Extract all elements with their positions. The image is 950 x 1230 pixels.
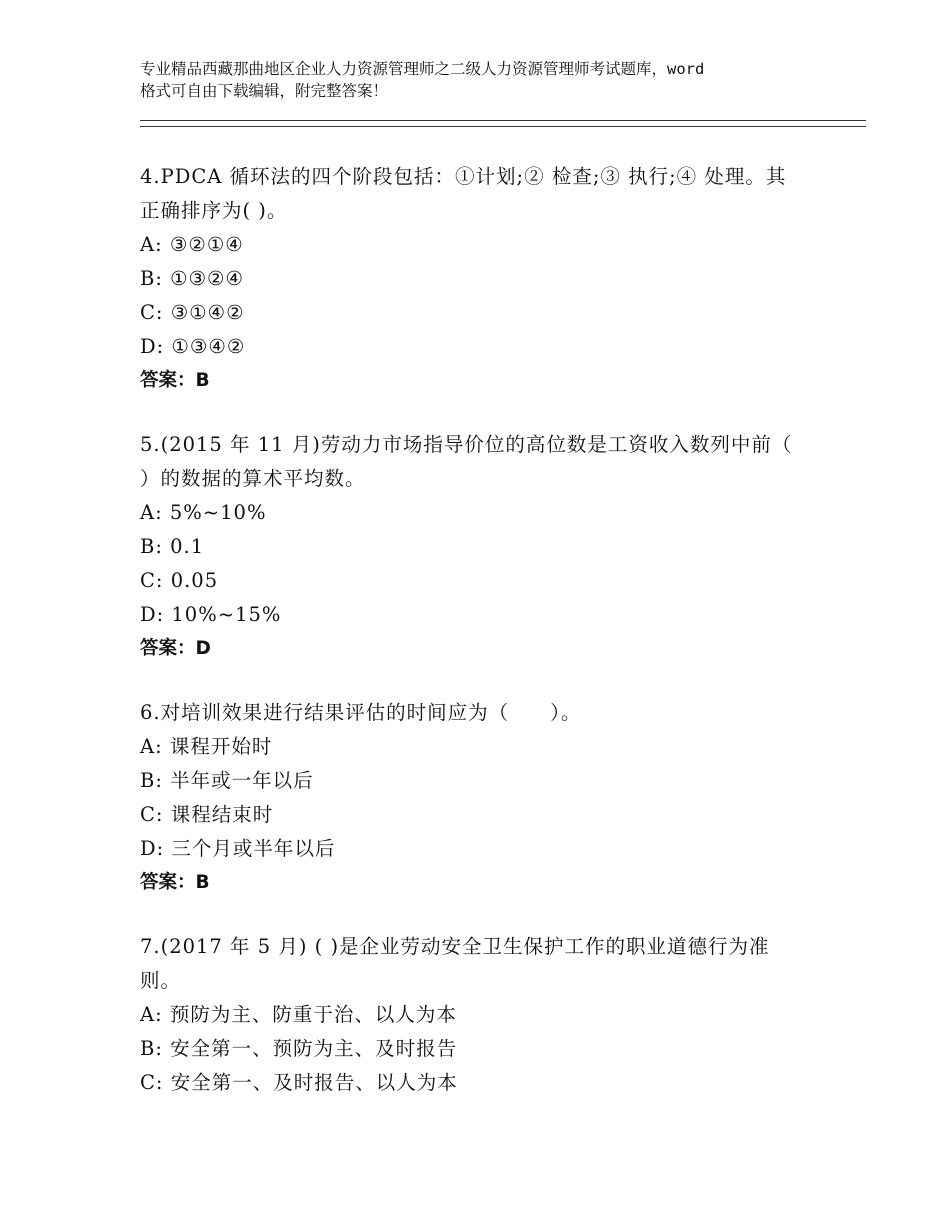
question-stem-line-1: 7.(2017 年 5 月) ( )是企业劳动安全卫生保护工作的职业道德行为准 <box>140 935 770 958</box>
question-stem-line-2: 则。 <box>140 969 182 992</box>
option-b: B: 半年或一年以后 <box>140 769 314 792</box>
question-4 <box>140 160 830 398</box>
question-6 <box>140 696 830 900</box>
option-d: D: 三个月或半年以后 <box>140 837 336 860</box>
answer-label: 答案：B <box>140 872 210 893</box>
question-5 <box>140 428 830 666</box>
option-c: C: ③①④② <box>140 301 245 324</box>
option-b: B: 0.1 <box>140 535 205 558</box>
option-c: C: 0.05 <box>140 569 219 592</box>
question-stem-line-1: 4.PDCA 循环法的四个阶段包括：①计划;② 检查;③ 执行;④ 处理。其 <box>140 165 787 188</box>
option-d: D: 10%~15% <box>140 603 282 626</box>
header-title-line-1: 专业精品西藏那曲地区企业人力资源管理师之二级人力资源管理师考试题库，word <box>140 60 705 78</box>
option-a: A: 预防为主、防重于治、以人为本 <box>140 1003 457 1026</box>
question-stem-line-2: 正确排序为( )。 <box>140 199 288 222</box>
option-d: D: ①③④② <box>140 335 246 358</box>
option-a: A: 课程开始时 <box>140 735 273 758</box>
option-c: C: 课程结束时 <box>140 803 274 826</box>
header-double-rule <box>140 120 866 127</box>
header-title-line-2: 格式可自由下载编辑，附完整答案！ <box>140 82 389 100</box>
question-stem-line-1: 5.(2015 年 11 月)劳动力市场指导价位的高位数是工资收入数列中前（ <box>140 433 793 456</box>
answer-label: 答案：D <box>140 638 211 659</box>
option-a: A: ③②①④ <box>140 233 244 256</box>
option-b: B: ①③②④ <box>140 267 245 290</box>
option-a: A: 5%~10% <box>140 501 267 524</box>
document-header <box>140 58 830 102</box>
question-stem-line-1: 6.对培训效果进行结果评估的时间应为（ ）。 <box>140 701 582 724</box>
question-stem-line-2: ）的数据的算术平均数。 <box>140 467 366 490</box>
option-c: C: 安全第一、及时报告、以人为本 <box>140 1071 458 1094</box>
question-7 <box>140 930 830 1100</box>
answer-label: 答案：B <box>140 370 210 391</box>
option-b: B: 安全第一、预防为主、及时报告 <box>140 1037 458 1060</box>
question-list <box>140 160 830 1130</box>
